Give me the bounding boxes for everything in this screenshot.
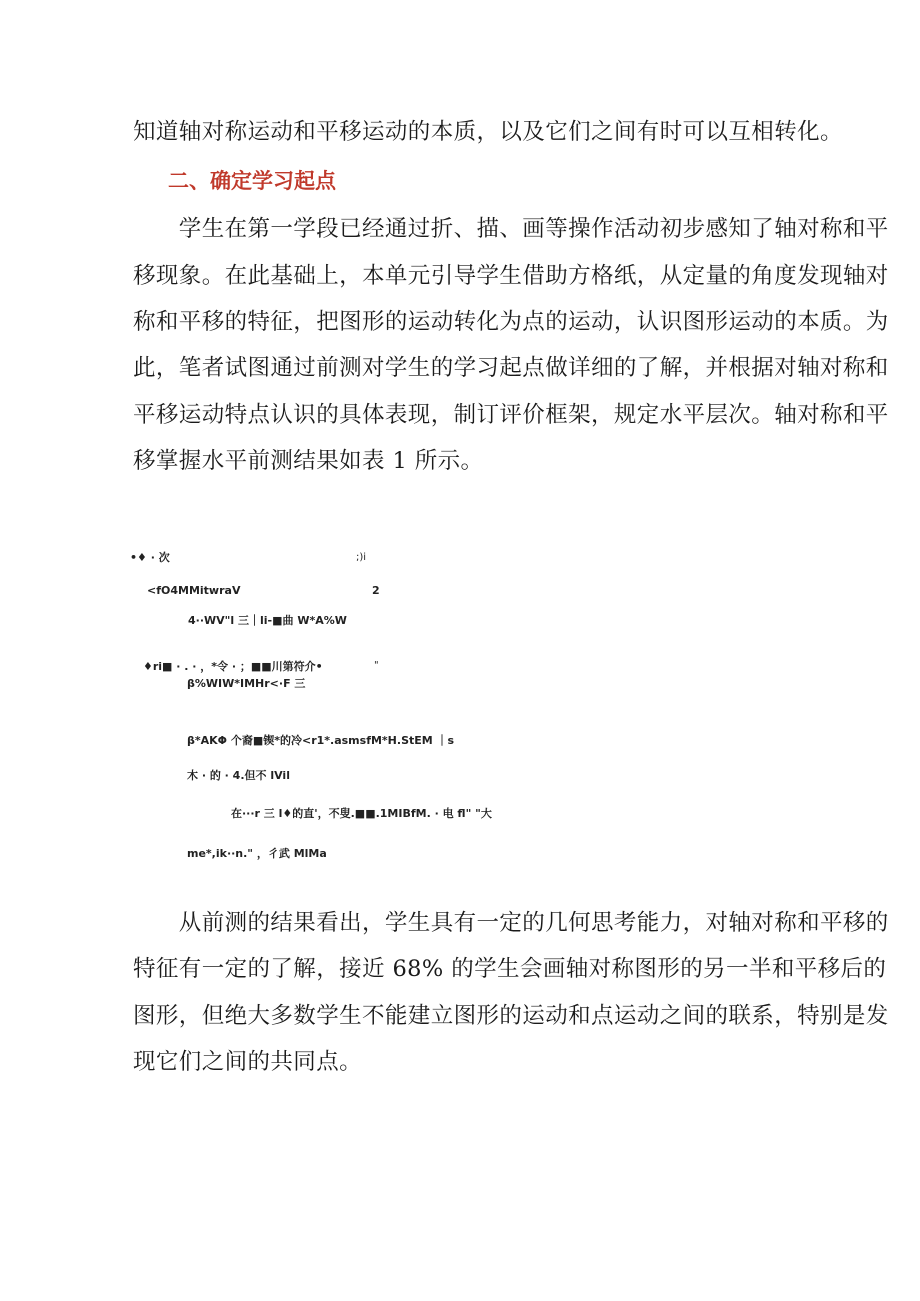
table-cell: <fO4MMitwraV: [147, 584, 241, 597]
table-cell: me*,ik··n." ，彳武 MlMa: [187, 847, 327, 860]
table-cell: ♦ri■ · . · ，*令 · ；■■川第符介•: [143, 660, 323, 673]
intro-line: 知道轴对称运动和平移运动的本质，以及它们之间有时可以互相转化。: [133, 119, 843, 145]
paragraph-line: 移现象。在此基础上，本单元引导学生借助方格纸，从定量的角度发现轴对: [133, 263, 889, 289]
table-cell: ": [374, 660, 379, 671]
paragraph-line: 平移运动特点认识的具体表现，制订评价框架，规定水平层次。轴对称和平: [133, 402, 889, 428]
paragraph-line: 图形，但绝大多数学生不能建立图形的运动和点运动之间的联系，特别是发: [133, 1003, 889, 1029]
paragraph-line: 现它们之间的共同点。: [133, 1049, 363, 1075]
section-heading: 二、确定学习起点: [168, 169, 336, 193]
table-cell: 4··WV"l 三｜li-■曲 W*A%W: [188, 614, 347, 627]
table-cell: β%WIW*IMHr<·F 三: [187, 677, 306, 690]
table-cell: 在···r 三 l♦的直'，不叟.■■.1MIBfM. · 电 fl" "大: [231, 807, 492, 820]
table-cell: 木 · 的 · 4.但不 lVil: [187, 769, 290, 782]
paragraph-line: 称和平移的特征，把图形的运动转化为点的运动，认识图形运动的本质。为: [133, 309, 889, 335]
table-cell: ;)i: [356, 552, 367, 563]
paragraph-line: 移掌握水平前测结果如表 1 所示。: [133, 448, 484, 474]
paragraph-line: 特征有一定的了解，接近 68% 的学生会画轴对称图形的另一半和平移后的: [133, 956, 887, 982]
table-cell: •♦ · 次: [130, 551, 170, 564]
paragraph-line: 学生在第一学段已经通过折、描、画等操作活动初步感知了轴对称和平: [133, 216, 889, 242]
table-cell: 2: [372, 584, 380, 597]
table-cell: β*AKΦ 个裔■锲*的冷<r1*.asmsfM*H.StEM ｜s: [187, 734, 455, 747]
paragraph-line: 此，笔者试图通过前测对学生的学习起点做详细的了解，并根据对轴对称和: [133, 355, 889, 381]
paragraph-line: 从前测的结果看出，学生具有一定的几何思考能力，对轴对称和平移的: [133, 910, 889, 936]
